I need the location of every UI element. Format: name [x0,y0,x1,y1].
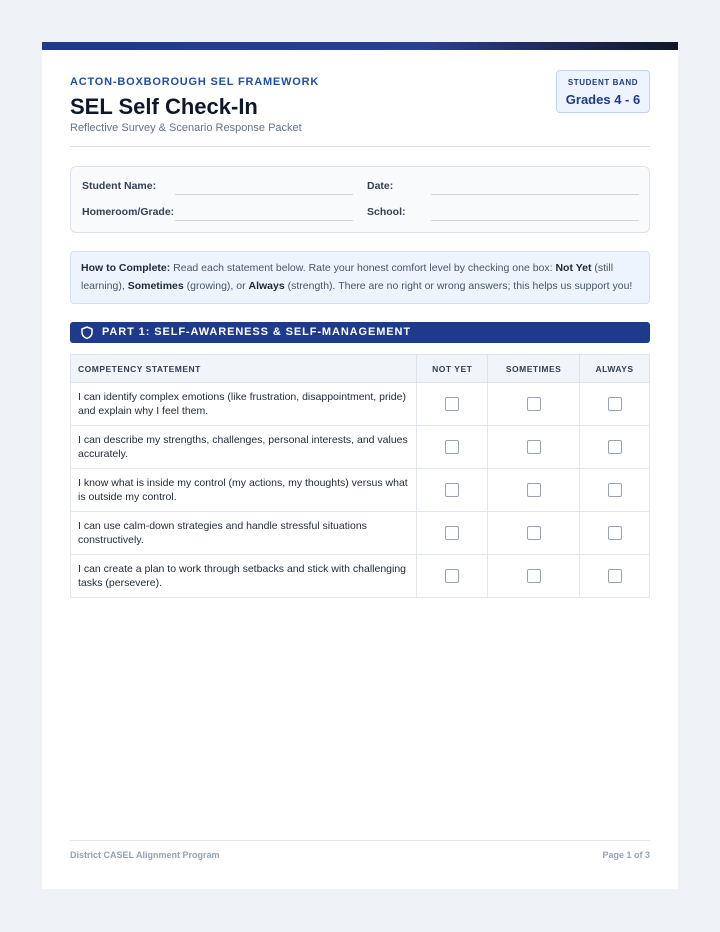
school-label: School: [367,206,406,218]
student-band-badge [556,70,650,113]
col-header-not-yet: NOT YET [417,355,488,383]
section-header [70,322,650,343]
col-header-statement: COMPETENCY STATEMENT [71,355,417,383]
school-field[interactable] [431,220,639,221]
not-yet-checkbox[interactable] [445,483,459,497]
not-yet-checkbox[interactable] [445,397,459,411]
instructions-text-3: (growing), or [183,279,249,292]
sometimes-checkbox[interactable] [527,483,541,497]
instructions-lead: How to Complete: [81,262,171,274]
statement-cell: I can create a plan to work through setbacks and stick with challenging tasks (persevere). [71,555,417,598]
band-value: Grades 4 - 6 [565,92,641,107]
sometimes-checkbox[interactable] [527,397,541,411]
not-yet-checkbox[interactable] [445,569,459,583]
footer-divider [70,840,650,841]
sometimes-checkbox[interactable] [527,526,541,540]
always-checkbox[interactable] [608,526,622,540]
homeroom-field[interactable] [175,220,353,221]
student-name-field[interactable] [175,194,353,195]
page-title: SEL Self Check-In [70,94,258,119]
date-field[interactable] [431,194,639,195]
statement-cell: I can describe my strengths, challenges, personal interests, and values accurately. [71,426,417,469]
statement-cell: I can identify complex emotions (like frustration, disappointment, pride) and explain why I feel them. [71,383,417,426]
table-row [71,383,650,426]
instructions-text-2: (still learning), [81,262,614,292]
statement-cell: I can use calm-down strategies and handle stressful situations constructively. [71,512,417,555]
table-row [71,512,650,555]
competency-table [70,354,650,598]
framework-label: ACTON-BOXBOROUGH SEL FRAMEWORK [70,76,320,88]
table-header-row [71,355,650,383]
student-name-label: Student Name: [82,180,157,192]
statement-cell: I know what is inside my control (my actions, my thoughts) versus what is outside my control. [71,469,417,512]
option-not-yet: Not Yet [555,262,592,274]
page-subtitle: Reflective Survey & Scenario Response Packet [70,122,302,134]
survey-page [42,42,678,889]
option-always: Always [248,279,285,292]
always-checkbox[interactable] [608,397,622,411]
student-info-box [70,166,650,233]
always-checkbox[interactable] [608,569,622,583]
page-number: Page 1 of 3 [602,850,650,860]
table-row [71,555,650,598]
sometimes-checkbox[interactable] [527,440,541,454]
col-header-sometimes: SOMETIMES [488,355,580,383]
option-sometimes: Sometimes [127,279,184,292]
instructions-text-1: Read each statement below. Rate your honest comfort level by checking one box: [170,262,556,274]
date-label: Date: [367,180,394,192]
col-header-always: ALWAYS [580,355,650,383]
top-accent-bar [42,42,678,50]
instructions-box [70,251,650,304]
table-row [71,469,650,512]
not-yet-checkbox[interactable] [445,440,459,454]
not-yet-checkbox[interactable] [445,526,459,540]
header-divider [70,146,650,147]
sometimes-checkbox[interactable] [527,569,541,583]
band-label: STUDENT BAND [567,78,639,87]
instructions-text-4: (strength). There are no right or wrong answers; this helps us support you! [284,279,633,292]
footer-program: District CASEL Alignment Program [70,850,220,860]
always-checkbox[interactable] [608,440,622,454]
table-row [71,426,650,469]
always-checkbox[interactable] [608,483,622,497]
homeroom-label: Homeroom/Grade: [82,206,175,218]
section-title: PART 1: SELF-AWARENESS & SELF-MANAGEMENT [102,326,411,338]
shield-icon [81,326,93,339]
